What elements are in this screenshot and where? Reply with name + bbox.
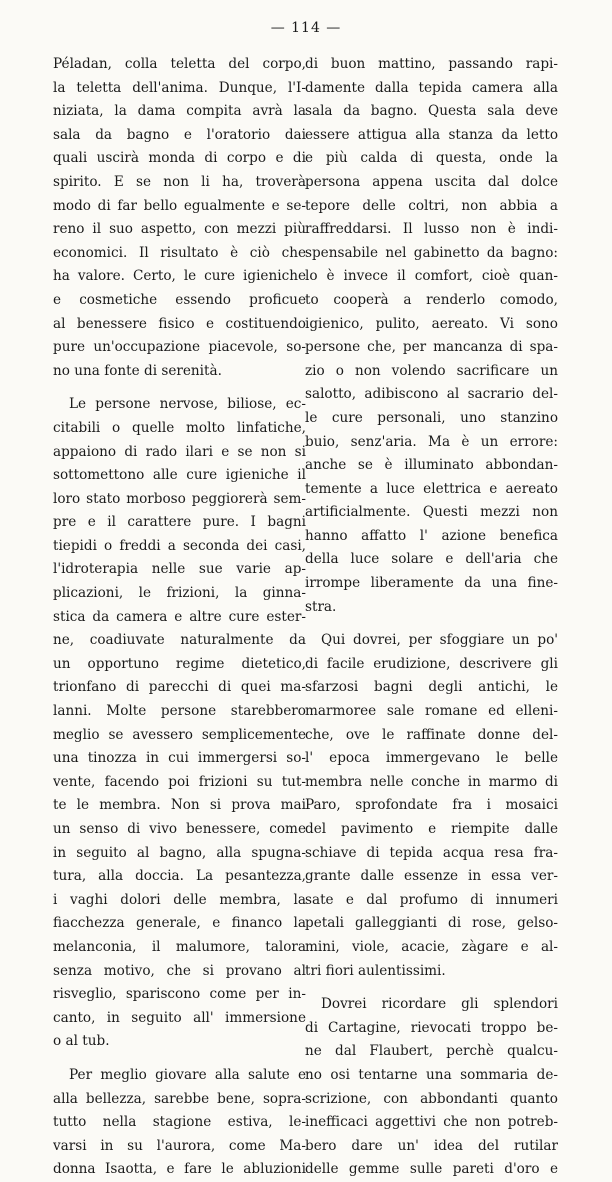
text-line: una tinozza in cui immergersi so-: [53, 750, 306, 767]
text-line: stra.: [305, 598, 337, 615]
text-line: no osi tentarne una sommaria de-: [305, 1066, 558, 1083]
text-line: no una fonte di serenità.: [53, 362, 222, 379]
text-line: te le membra. Non si prova mai: [53, 797, 306, 814]
text-line: zio o non volendo sacrificare un: [305, 362, 558, 379]
text-line: Péladan, colla teletta del corpo,: [53, 56, 306, 72]
text-line: meglio se avessero semplicemente: [53, 726, 306, 743]
paragraph-gap: [53, 1054, 306, 1064]
text-line: i vaghi dolori delle membra, la: [53, 891, 306, 908]
text-line: raffreddarsi. Il lusso non è indi-: [305, 221, 558, 238]
text-line: stica da camera e altre cure ester-: [53, 608, 306, 625]
text-line: tura, alla doccia. La pesantezza,: [53, 868, 306, 885]
text-line: tepore delle coltri, non abbia a: [305, 197, 558, 214]
text-line: petali galleggianti di rose, gelso-: [305, 915, 558, 932]
left-column: [53, 53, 306, 1182]
text-line: membra nelle conche in marmo di: [305, 773, 558, 790]
text-line: salotto, adibiscono al sacrario del-: [305, 386, 558, 403]
text-line: niziata, la dama compita avrà la: [53, 103, 306, 120]
text-line: spensabile nel gabinetto da bagno:: [305, 244, 558, 261]
text-line: alla bellezza, sarebbe bene, sopra-: [53, 1090, 306, 1107]
text-line: economici. Il risultato è ciò che: [53, 244, 306, 261]
text-line: buio, senz'aria. Ma è un errore:: [305, 433, 558, 450]
text-line: donna Isaotta, e fare le abluzioni: [53, 1161, 306, 1178]
text-line: di facile erudizione, descrivere gli: [305, 655, 558, 672]
text-line: bero dare un' idea del rutilar: [305, 1137, 558, 1154]
page-number: — 114 —: [270, 20, 342, 36]
text-line: schiave di tepida acqua resa fra-: [305, 844, 558, 861]
text-line: Le persone nervose, biliose, ec-: [69, 396, 306, 413]
paragraph-gap: [53, 383, 306, 393]
text-line: tiepidi o freddi a seconda dei casi,: [53, 537, 306, 554]
text-line: sate e dal profumo di innumeri: [305, 891, 558, 908]
text-line: inefficaci aggettivi che non potreb-: [305, 1114, 558, 1131]
text-line: l'idroterapia nelle sue varie ap-: [53, 561, 306, 578]
text-line: temente a luce elettrica e aereato: [305, 480, 558, 497]
text-line: ha valore. Certo, le cure igieniche: [53, 268, 306, 285]
text-line: scrizione, con abbondanti quanto: [305, 1090, 558, 1107]
text-line: sfarzosi bagni degli antichi, le: [305, 679, 558, 696]
text-line: to cooperà a renderlo comodo,: [305, 291, 558, 308]
text-line: essere attigua alla stanza da letto: [305, 126, 558, 143]
text-line: sala da bagno e l'oratorio dai: [53, 126, 306, 143]
text-line: canto, in seguito all' immersione: [53, 1009, 306, 1026]
text-line: Per meglio giovare alla salute e: [69, 1066, 306, 1083]
text-line: quali uscirà monda di corpo e di: [53, 150, 306, 167]
text-line: vente, facendo poi frizioni su tut-: [53, 773, 306, 790]
text-line: ne dal Flaubert, perchè qualcu-: [305, 1043, 558, 1060]
text-line: spirito. E se non li ha, troverà: [53, 173, 306, 190]
text-line: e cosmetiche essendo proficue: [53, 291, 306, 308]
text-line: delle gemme sulle pareti d'oro e: [305, 1161, 558, 1178]
text-line: igienico, pulito, aereato. Vi sono: [305, 315, 558, 332]
text-line: lo è invece il comfort, cioè quan-: [305, 268, 558, 285]
text-line: appaiono di rado ilari e se non si: [53, 443, 306, 460]
text-line: la teletta dell'anima. Dunque, l'I-: [53, 79, 306, 96]
text-line: modo di far bello egualmente e se-: [53, 197, 306, 214]
text-line: hanno affatto l' azione benefica: [305, 527, 558, 544]
text-line: un opportuno regime dietetico,: [53, 655, 306, 672]
text-line: le cure personali, uno stanzino: [305, 409, 558, 426]
text-line: Qui dovrei, per sfoggiare un po': [321, 632, 558, 649]
text-line: risveglio, spariscono come per in-: [53, 986, 306, 1003]
text-line: fiacchezza generale, e financo la: [53, 915, 306, 932]
text-line: che, ove le raffinate donne del-: [305, 726, 558, 743]
text-line: Dovrei ricordare gli splendori: [321, 996, 558, 1013]
text-line: grante dalle essenze in essa ver-: [305, 868, 558, 885]
text-line: lanni. Molte persone starebbero: [53, 703, 306, 720]
text-line: in seguito al bagno, alla spugna-: [53, 844, 306, 861]
paragraph-gap: [305, 619, 558, 629]
paragraph-gap: [305, 983, 558, 993]
text-line: plicazioni, le frizioni, la ginna-: [53, 585, 306, 602]
text-line: irrompe liberamente da una fine-: [305, 575, 558, 592]
text-line: artificialmente. Questi mezzi non: [305, 504, 558, 521]
text-line: della luce solare e dell'aria che: [305, 551, 558, 568]
text-line: del pavimento e riempite dalle: [305, 821, 558, 837]
text-line: sala da bagno. Questa sala deve: [305, 103, 558, 120]
text-line: marmoree sale romane ed elleni-: [305, 703, 558, 720]
right-column: [305, 53, 558, 1182]
text-line: senza motivo, che si provano al: [53, 962, 306, 979]
text-line: sottomettono alle cure igieniche il: [53, 467, 306, 484]
text-line: di Cartagine, rievocati troppo be-: [305, 1019, 558, 1036]
text-line: melanconia, il malumore, talora: [53, 938, 306, 955]
text-line: varsi in su l'aurora, come Ma-: [53, 1137, 306, 1154]
text-line: al benessere fisico e costituendo: [53, 315, 306, 332]
text-line: persone che, per mancanza di spa-: [305, 339, 558, 356]
text-line: pre e il carattere pure. I bagni: [53, 514, 306, 531]
text-line: tutto nella stagione estiva, le-: [53, 1114, 306, 1131]
text-line: anche se è illuminato abbondan-: [305, 457, 558, 474]
text-line: Paro, sprofondate fra i mosaici: [305, 797, 558, 814]
text-line: citabili o quelle molto linfatiche,: [53, 419, 306, 436]
text-line: o al tub.: [53, 1033, 110, 1050]
text-line: reno il suo aspetto, con mezzi più: [53, 221, 306, 238]
text-line: tri fiori aulentissimi.: [305, 962, 446, 979]
text-line: persona appena uscita dal dolce: [305, 173, 558, 190]
text-line: l' epoca immergevano le belle: [305, 750, 558, 767]
text-line: ne, coadiuvate naturalmente da: [53, 632, 306, 649]
text-line: damente dalla tepida camera alla: [305, 79, 558, 96]
text-line: e più calda di questa, onde la: [305, 150, 558, 167]
text-line: un senso di vivo benessere, come: [53, 821, 306, 837]
text-line: mini, viole, acacie, zàgare e al-: [305, 938, 558, 955]
text-line: loro stato morboso peggiorerà sem-: [53, 490, 306, 507]
text-line: di buon mattino, passando rapi-: [305, 56, 558, 72]
text-line: pure un'occupazione piacevole, so-: [53, 339, 306, 356]
text-line: trionfano di parecchi di quei ma-: [53, 679, 306, 696]
